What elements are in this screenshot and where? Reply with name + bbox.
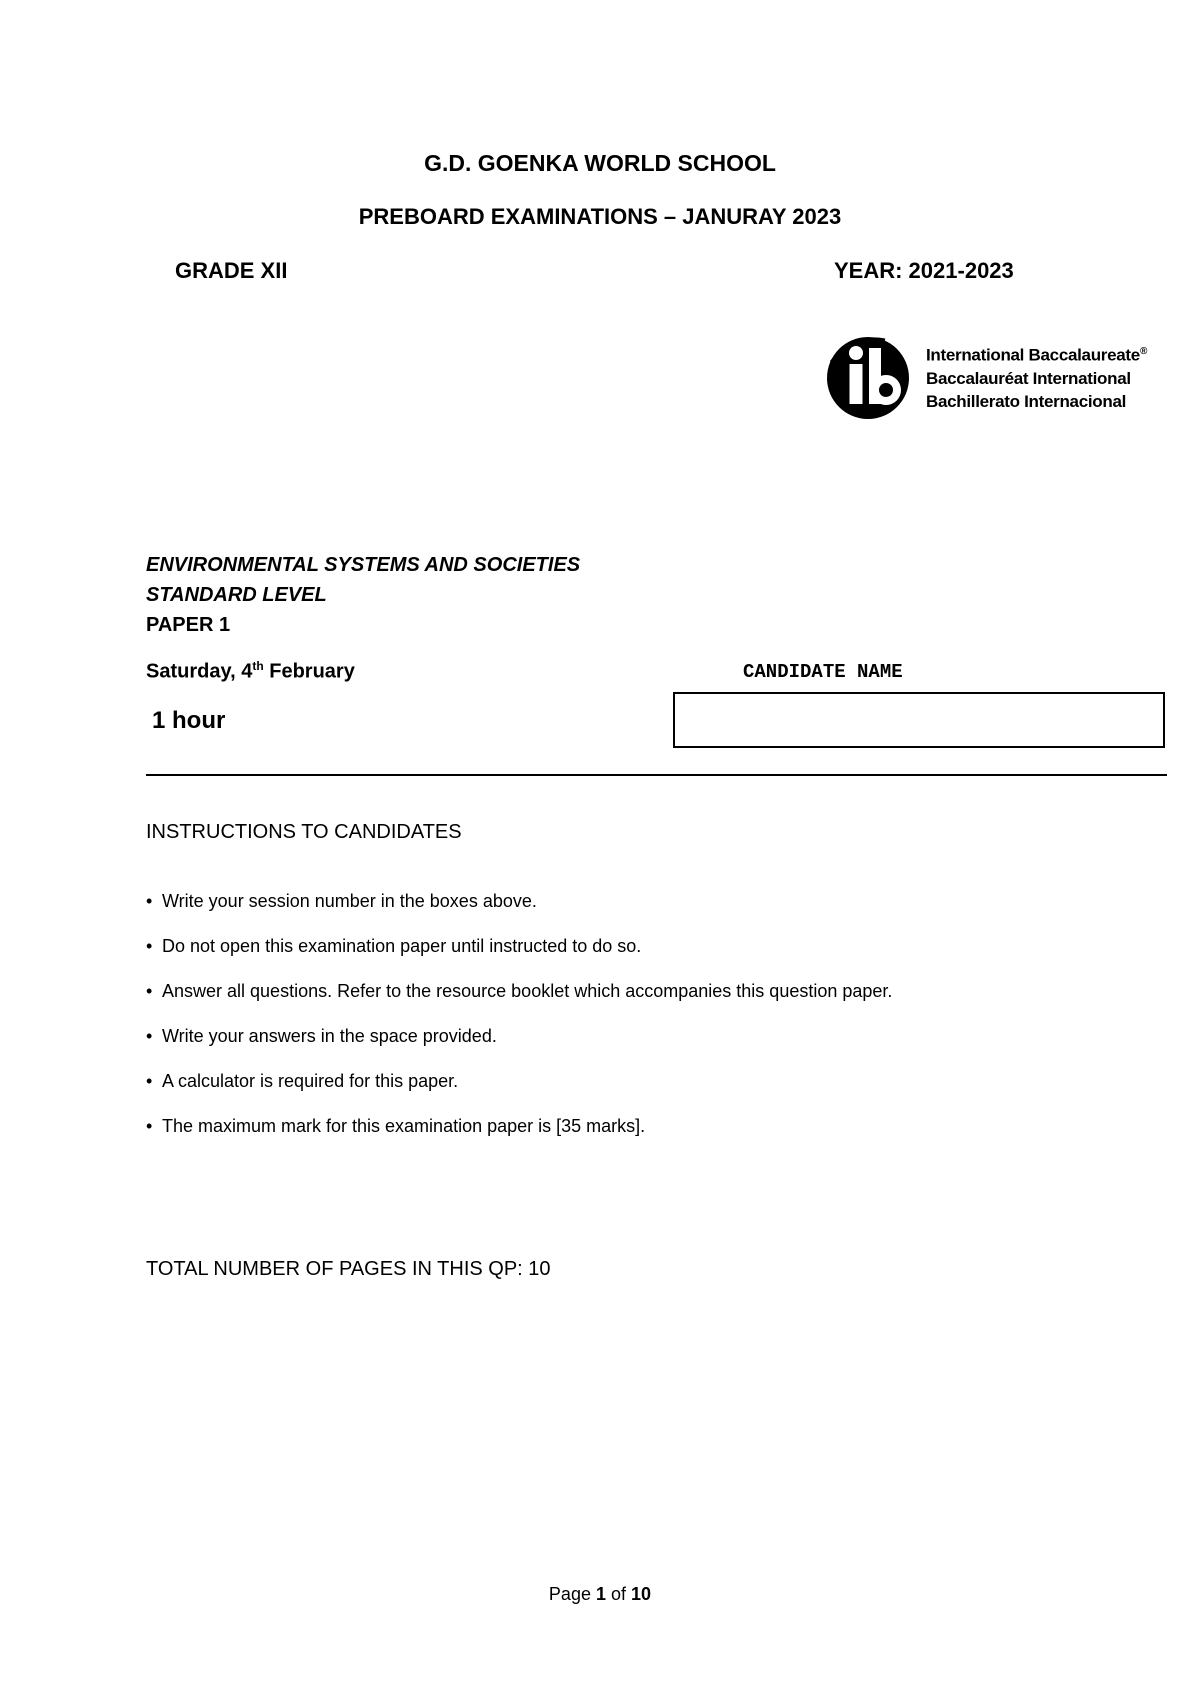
divider <box>146 774 1167 776</box>
candidate-name-label: CANDIDATE NAME <box>743 661 903 683</box>
exam-title: PREBOARD EXAMINATIONS – JANURAY 2023 <box>358 204 842 229</box>
instructions-list <box>146 889 892 1159</box>
instructions-heading: INSTRUCTIONS TO CANDIDATES <box>146 821 462 843</box>
instruction-item: • Answer all questions. Refer to the resource booklet which accompanies this question paper. <box>146 981 893 1001</box>
ib-logo-text <box>926 340 1147 413</box>
ib-logo-line-es: Bachillerato Internacional <box>926 391 1127 411</box>
instruction-item: • Do not open this examination paper until instructed to do so. <box>146 936 642 956</box>
page-footer: Page 1 of 10 <box>548 1584 652 1604</box>
instruction-item: • The maximum mark for this examination paper is [35 marks]. <box>146 1116 646 1136</box>
paper-number: PAPER 1 <box>146 614 231 636</box>
instruction-item: • A calculator is required for this paper. <box>146 1071 459 1091</box>
subject-name: ENVIRONMENTAL SYSTEMS AND SOCIETIES <box>146 554 581 576</box>
subject-level: STANDARD LEVEL <box>146 584 327 606</box>
ib-logo-icon <box>823 332 913 422</box>
ib-logo-line-en: International Baccalaureate® <box>926 345 1148 365</box>
instruction-item: • Write your answers in the space provided. <box>146 1026 497 1046</box>
school-name: G.D. GOENKA WORLD SCHOOL <box>424 150 776 176</box>
candidate-name-field[interactable] <box>673 692 1165 748</box>
year-label: YEAR: 2021-2023 <box>834 258 1014 283</box>
subject-block <box>146 550 580 640</box>
exam-duration: 1 hour <box>152 707 226 734</box>
ib-logo-line-fr: Baccalauréat International <box>926 368 1131 388</box>
exam-date: Saturday, 4th February <box>146 659 355 683</box>
total-pages: TOTAL NUMBER OF PAGES IN THIS QP: 10 <box>146 1258 551 1280</box>
instruction-item: • Write your session number in the boxes above. <box>146 891 537 911</box>
grade-label: GRADE XII <box>175 258 288 283</box>
